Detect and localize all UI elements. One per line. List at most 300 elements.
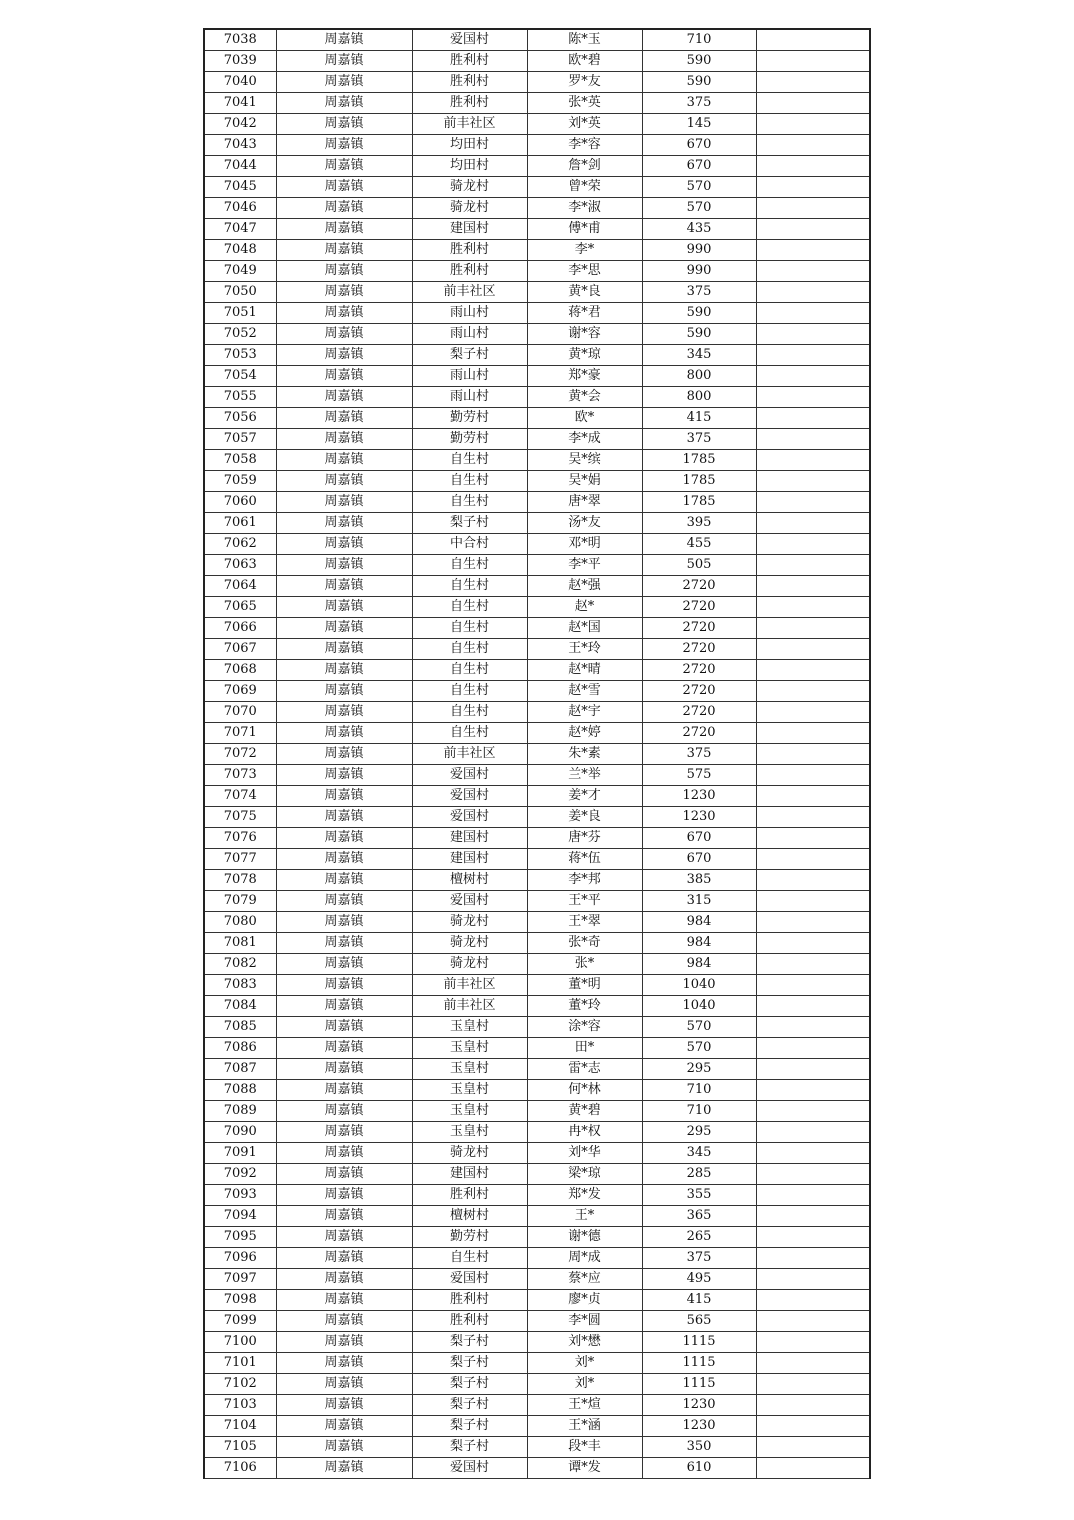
table-row: [204, 912, 870, 933]
town-cell: 周嘉镇: [276, 135, 412, 156]
note-cell: [756, 1080, 870, 1101]
amount-cell: 1785: [642, 471, 756, 492]
town-cell: 周嘉镇: [276, 303, 412, 324]
note-cell: [756, 1017, 870, 1038]
name-cell: 谭*发: [527, 1458, 642, 1479]
table-row: [204, 870, 870, 891]
table-row: [204, 1416, 870, 1437]
name-cell: 蒋*伍: [527, 849, 642, 870]
note-cell: [756, 1248, 870, 1269]
village-cell: 骑龙村: [412, 954, 527, 975]
village-cell: 勤劳村: [412, 408, 527, 429]
id-cell: 7043: [204, 135, 276, 156]
town-cell: 周嘉镇: [276, 1395, 412, 1416]
amount-cell: 145: [642, 114, 756, 135]
note-cell: [756, 282, 870, 303]
table-row: [204, 807, 870, 828]
table-row: [204, 303, 870, 324]
town-cell: 周嘉镇: [276, 282, 412, 303]
note-cell: [756, 408, 870, 429]
town-cell: 周嘉镇: [276, 345, 412, 366]
village-cell: 前丰社区: [412, 996, 527, 1017]
town-cell: 周嘉镇: [276, 912, 412, 933]
name-cell: 李*平: [527, 555, 642, 576]
table-row: [204, 429, 870, 450]
amount-cell: 350: [642, 1437, 756, 1458]
village-cell: 自生村: [412, 576, 527, 597]
village-cell: 雨山村: [412, 387, 527, 408]
note-cell: [756, 702, 870, 723]
id-cell: 7066: [204, 618, 276, 639]
id-cell: 7077: [204, 849, 276, 870]
id-cell: 7068: [204, 660, 276, 681]
table-row: [204, 975, 870, 996]
id-cell: 7049: [204, 261, 276, 282]
town-cell: 周嘉镇: [276, 261, 412, 282]
note-cell: [756, 975, 870, 996]
id-cell: 7085: [204, 1017, 276, 1038]
village-cell: 梨子村: [412, 1395, 527, 1416]
name-cell: 李*淑: [527, 198, 642, 219]
town-cell: 周嘉镇: [276, 618, 412, 639]
note-cell: [756, 366, 870, 387]
town-cell: 周嘉镇: [276, 93, 412, 114]
amount-cell: 495: [642, 1269, 756, 1290]
amount-cell: 1115: [642, 1374, 756, 1395]
village-cell: 骑龙村: [412, 177, 527, 198]
name-cell: 谢*容: [527, 324, 642, 345]
note-cell: [756, 660, 870, 681]
id-cell: 7060: [204, 492, 276, 513]
table-row: [204, 723, 870, 744]
amount-cell: 1115: [642, 1332, 756, 1353]
amount-cell: 2720: [642, 618, 756, 639]
id-cell: 7053: [204, 345, 276, 366]
id-cell: 7055: [204, 387, 276, 408]
table-row: [204, 744, 870, 765]
village-cell: 梨子村: [412, 345, 527, 366]
village-cell: 胜利村: [412, 240, 527, 261]
town-cell: 周嘉镇: [276, 681, 412, 702]
town-cell: 周嘉镇: [276, 828, 412, 849]
note-cell: [756, 261, 870, 282]
village-cell: 自生村: [412, 492, 527, 513]
note-cell: [756, 1416, 870, 1437]
amount-cell: 984: [642, 954, 756, 975]
table-row: [204, 345, 870, 366]
village-cell: 骑龙村: [412, 198, 527, 219]
id-cell: 7072: [204, 744, 276, 765]
town-cell: 周嘉镇: [276, 1101, 412, 1122]
id-cell: 7090: [204, 1122, 276, 1143]
name-cell: 欧*: [527, 408, 642, 429]
id-cell: 7095: [204, 1227, 276, 1248]
id-cell: 7048: [204, 240, 276, 261]
id-cell: 7058: [204, 450, 276, 471]
table-row: [204, 29, 870, 51]
town-cell: 周嘉镇: [276, 1353, 412, 1374]
village-cell: 檀树村: [412, 870, 527, 891]
id-cell: 7071: [204, 723, 276, 744]
amount-cell: 365: [642, 1206, 756, 1227]
village-cell: 建国村: [412, 1164, 527, 1185]
town-cell: 周嘉镇: [276, 891, 412, 912]
note-cell: [756, 786, 870, 807]
town-cell: 周嘉镇: [276, 471, 412, 492]
table-row: [204, 1164, 870, 1185]
amount-cell: 2720: [642, 723, 756, 744]
note-cell: [756, 1458, 870, 1479]
id-cell: 7101: [204, 1353, 276, 1374]
id-cell: 7046: [204, 198, 276, 219]
town-cell: 周嘉镇: [276, 660, 412, 681]
name-cell: 冉*权: [527, 1122, 642, 1143]
note-cell: [756, 1353, 870, 1374]
name-cell: 王*翠: [527, 912, 642, 933]
id-cell: 7075: [204, 807, 276, 828]
town-cell: 周嘉镇: [276, 198, 412, 219]
amount-cell: 990: [642, 261, 756, 282]
village-cell: 胜利村: [412, 51, 527, 72]
village-cell: 梨子村: [412, 1416, 527, 1437]
id-cell: 7083: [204, 975, 276, 996]
table-row: [204, 135, 870, 156]
note-cell: [756, 240, 870, 261]
town-cell: 周嘉镇: [276, 1248, 412, 1269]
table-row: [204, 1290, 870, 1311]
note-cell: [756, 996, 870, 1017]
name-cell: 蔡*应: [527, 1269, 642, 1290]
table-row: [204, 828, 870, 849]
id-cell: 7063: [204, 555, 276, 576]
town-cell: 周嘉镇: [276, 849, 412, 870]
note-cell: [756, 618, 870, 639]
id-cell: 7103: [204, 1395, 276, 1416]
name-cell: 赵*国: [527, 618, 642, 639]
amount-cell: 375: [642, 429, 756, 450]
amount-cell: 590: [642, 51, 756, 72]
table-row: [204, 1311, 870, 1332]
note-cell: [756, 1059, 870, 1080]
table-row: [204, 1206, 870, 1227]
amount-cell: 670: [642, 135, 756, 156]
town-cell: 周嘉镇: [276, 1311, 412, 1332]
amount-cell: 295: [642, 1059, 756, 1080]
village-cell: 自生村: [412, 618, 527, 639]
amount-cell: 375: [642, 744, 756, 765]
town-cell: 周嘉镇: [276, 1122, 412, 1143]
name-cell: 刘*懋: [527, 1332, 642, 1353]
name-cell: 廖*贞: [527, 1290, 642, 1311]
name-cell: 唐*芬: [527, 828, 642, 849]
note-cell: [756, 492, 870, 513]
town-cell: 周嘉镇: [276, 1458, 412, 1479]
town-cell: 周嘉镇: [276, 240, 412, 261]
id-cell: 7044: [204, 156, 276, 177]
name-cell: 王*玲: [527, 639, 642, 660]
village-cell: 勤劳村: [412, 1227, 527, 1248]
amount-cell: 1040: [642, 996, 756, 1017]
village-cell: 建国村: [412, 828, 527, 849]
table-row: [204, 1080, 870, 1101]
id-cell: 7070: [204, 702, 276, 723]
town-cell: 周嘉镇: [276, 1164, 412, 1185]
town-cell: 周嘉镇: [276, 786, 412, 807]
village-cell: 前丰社区: [412, 114, 527, 135]
amount-cell: 670: [642, 156, 756, 177]
table-row: [204, 1122, 870, 1143]
table-row: [204, 1437, 870, 1458]
name-cell: 兰*举: [527, 765, 642, 786]
id-cell: 7079: [204, 891, 276, 912]
note-cell: [756, 387, 870, 408]
table-row: [204, 639, 870, 660]
id-cell: 7042: [204, 114, 276, 135]
village-cell: 爱国村: [412, 29, 527, 51]
table-row: [204, 1248, 870, 1269]
name-cell: 黄*良: [527, 282, 642, 303]
id-cell: 7056: [204, 408, 276, 429]
name-cell: 董*明: [527, 975, 642, 996]
amount-cell: 295: [642, 1122, 756, 1143]
amount-cell: 570: [642, 1017, 756, 1038]
name-cell: 赵*晴: [527, 660, 642, 681]
table-row: [204, 282, 870, 303]
id-cell: 7040: [204, 72, 276, 93]
note-cell: [756, 1164, 870, 1185]
note-cell: [756, 1143, 870, 1164]
village-cell: 胜利村: [412, 1290, 527, 1311]
amount-cell: 1230: [642, 1395, 756, 1416]
name-cell: 涂*容: [527, 1017, 642, 1038]
town-cell: 周嘉镇: [276, 1332, 412, 1353]
village-cell: 玉皇村: [412, 1017, 527, 1038]
id-cell: 7087: [204, 1059, 276, 1080]
id-cell: 7098: [204, 1290, 276, 1311]
village-cell: 梨子村: [412, 1437, 527, 1458]
table-row: [204, 1227, 870, 1248]
name-cell: 赵*雪: [527, 681, 642, 702]
note-cell: [756, 576, 870, 597]
town-cell: 周嘉镇: [276, 744, 412, 765]
id-cell: 7089: [204, 1101, 276, 1122]
name-cell: 赵*婷: [527, 723, 642, 744]
table-row: [204, 198, 870, 219]
table-row: [204, 492, 870, 513]
town-cell: 周嘉镇: [276, 29, 412, 51]
table-row: [204, 618, 870, 639]
id-cell: 7069: [204, 681, 276, 702]
table-row: [204, 1038, 870, 1059]
name-cell: 何*林: [527, 1080, 642, 1101]
name-cell: 欧*碧: [527, 51, 642, 72]
amount-cell: 710: [642, 29, 756, 51]
table-row: [204, 933, 870, 954]
note-cell: [756, 1332, 870, 1353]
amount-cell: 415: [642, 1290, 756, 1311]
village-cell: 爱国村: [412, 807, 527, 828]
table-row: [204, 1017, 870, 1038]
table-row: [204, 597, 870, 618]
note-cell: [756, 114, 870, 135]
town-cell: 周嘉镇: [276, 1227, 412, 1248]
town-cell: 周嘉镇: [276, 1017, 412, 1038]
village-cell: 胜利村: [412, 1185, 527, 1206]
town-cell: 周嘉镇: [276, 954, 412, 975]
id-cell: 7096: [204, 1248, 276, 1269]
id-cell: 7104: [204, 1416, 276, 1437]
village-cell: 梨子村: [412, 513, 527, 534]
note-cell: [756, 1122, 870, 1143]
town-cell: 周嘉镇: [276, 366, 412, 387]
note-cell: [756, 828, 870, 849]
name-cell: 李*邦: [527, 870, 642, 891]
village-cell: 爱国村: [412, 786, 527, 807]
town-cell: 周嘉镇: [276, 513, 412, 534]
name-cell: 王*平: [527, 891, 642, 912]
amount-cell: 345: [642, 345, 756, 366]
note-cell: [756, 135, 870, 156]
name-cell: 梁*琼: [527, 1164, 642, 1185]
amount-cell: 395: [642, 513, 756, 534]
village-cell: 自生村: [412, 681, 527, 702]
town-cell: 周嘉镇: [276, 1059, 412, 1080]
amount-cell: 315: [642, 891, 756, 912]
id-cell: 7039: [204, 51, 276, 72]
village-cell: 爱国村: [412, 1269, 527, 1290]
village-cell: 胜利村: [412, 1311, 527, 1332]
amount-cell: 800: [642, 366, 756, 387]
amount-cell: 375: [642, 282, 756, 303]
note-cell: [756, 1374, 870, 1395]
table-row: [204, 1374, 870, 1395]
town-cell: 周嘉镇: [276, 1269, 412, 1290]
table-row: [204, 1143, 870, 1164]
id-cell: 7073: [204, 765, 276, 786]
village-cell: 胜利村: [412, 72, 527, 93]
id-cell: 7062: [204, 534, 276, 555]
id-cell: 7097: [204, 1269, 276, 1290]
id-cell: 7082: [204, 954, 276, 975]
note-cell: [756, 429, 870, 450]
town-cell: 周嘉镇: [276, 1290, 412, 1311]
name-cell: 谢*德: [527, 1227, 642, 1248]
village-cell: 梨子村: [412, 1353, 527, 1374]
name-cell: 段*丰: [527, 1437, 642, 1458]
town-cell: 周嘉镇: [276, 1185, 412, 1206]
town-cell: 周嘉镇: [276, 1080, 412, 1101]
table-row: [204, 177, 870, 198]
village-cell: 爱国村: [412, 765, 527, 786]
table-row: [204, 555, 870, 576]
amount-cell: 285: [642, 1164, 756, 1185]
table-row: [204, 450, 870, 471]
town-cell: 周嘉镇: [276, 324, 412, 345]
note-cell: [756, 471, 870, 492]
name-cell: 朱*素: [527, 744, 642, 765]
town-cell: 周嘉镇: [276, 387, 412, 408]
amount-cell: 375: [642, 93, 756, 114]
name-cell: 郑*发: [527, 1185, 642, 1206]
amount-cell: 670: [642, 828, 756, 849]
table-row: [204, 891, 870, 912]
id-cell: 7041: [204, 93, 276, 114]
town-cell: 周嘉镇: [276, 408, 412, 429]
amount-cell: 455: [642, 534, 756, 555]
id-cell: 7054: [204, 366, 276, 387]
village-cell: 自生村: [412, 1248, 527, 1269]
amount-cell: 570: [642, 198, 756, 219]
note-cell: [756, 723, 870, 744]
town-cell: 周嘉镇: [276, 114, 412, 135]
id-cell: 7078: [204, 870, 276, 891]
name-cell: 田*: [527, 1038, 642, 1059]
amount-cell: 355: [642, 1185, 756, 1206]
table-row: [204, 954, 870, 975]
town-cell: 周嘉镇: [276, 1143, 412, 1164]
name-cell: 黄*会: [527, 387, 642, 408]
village-cell: 自生村: [412, 660, 527, 681]
amount-cell: 2720: [642, 702, 756, 723]
note-cell: [756, 156, 870, 177]
note-cell: [756, 51, 870, 72]
town-cell: 周嘉镇: [276, 639, 412, 660]
table-row: [204, 765, 870, 786]
amount-cell: 1785: [642, 492, 756, 513]
name-cell: 汤*友: [527, 513, 642, 534]
amount-cell: 575: [642, 765, 756, 786]
id-cell: 7092: [204, 1164, 276, 1185]
id-cell: 7052: [204, 324, 276, 345]
amount-cell: 2720: [642, 576, 756, 597]
id-cell: 7102: [204, 1374, 276, 1395]
name-cell: 王*煊: [527, 1395, 642, 1416]
amount-cell: 590: [642, 303, 756, 324]
village-cell: 雨山村: [412, 324, 527, 345]
note-cell: [756, 93, 870, 114]
amount-cell: 710: [642, 1101, 756, 1122]
note-cell: [756, 933, 870, 954]
amount-cell: 1785: [642, 450, 756, 471]
note-cell: [756, 870, 870, 891]
name-cell: 蒋*君: [527, 303, 642, 324]
note-cell: [756, 1101, 870, 1122]
id-cell: 7100: [204, 1332, 276, 1353]
note-cell: [756, 1206, 870, 1227]
id-cell: 7061: [204, 513, 276, 534]
village-cell: 前丰社区: [412, 282, 527, 303]
table-row: [204, 513, 870, 534]
amount-cell: 375: [642, 1248, 756, 1269]
town-cell: 周嘉镇: [276, 219, 412, 240]
amount-cell: 590: [642, 72, 756, 93]
table-row: [204, 1101, 870, 1122]
village-cell: 玉皇村: [412, 1122, 527, 1143]
name-cell: 赵*宇: [527, 702, 642, 723]
note-cell: [756, 513, 870, 534]
name-cell: 黄*碧: [527, 1101, 642, 1122]
table-row: [204, 219, 870, 240]
table-row: [204, 1395, 870, 1416]
town-cell: 周嘉镇: [276, 72, 412, 93]
note-cell: [756, 198, 870, 219]
town-cell: 周嘉镇: [276, 576, 412, 597]
name-cell: 赵*强: [527, 576, 642, 597]
note-cell: [756, 29, 870, 51]
id-cell: 7094: [204, 1206, 276, 1227]
table-body: [204, 29, 870, 1479]
name-cell: 周*成: [527, 1248, 642, 1269]
